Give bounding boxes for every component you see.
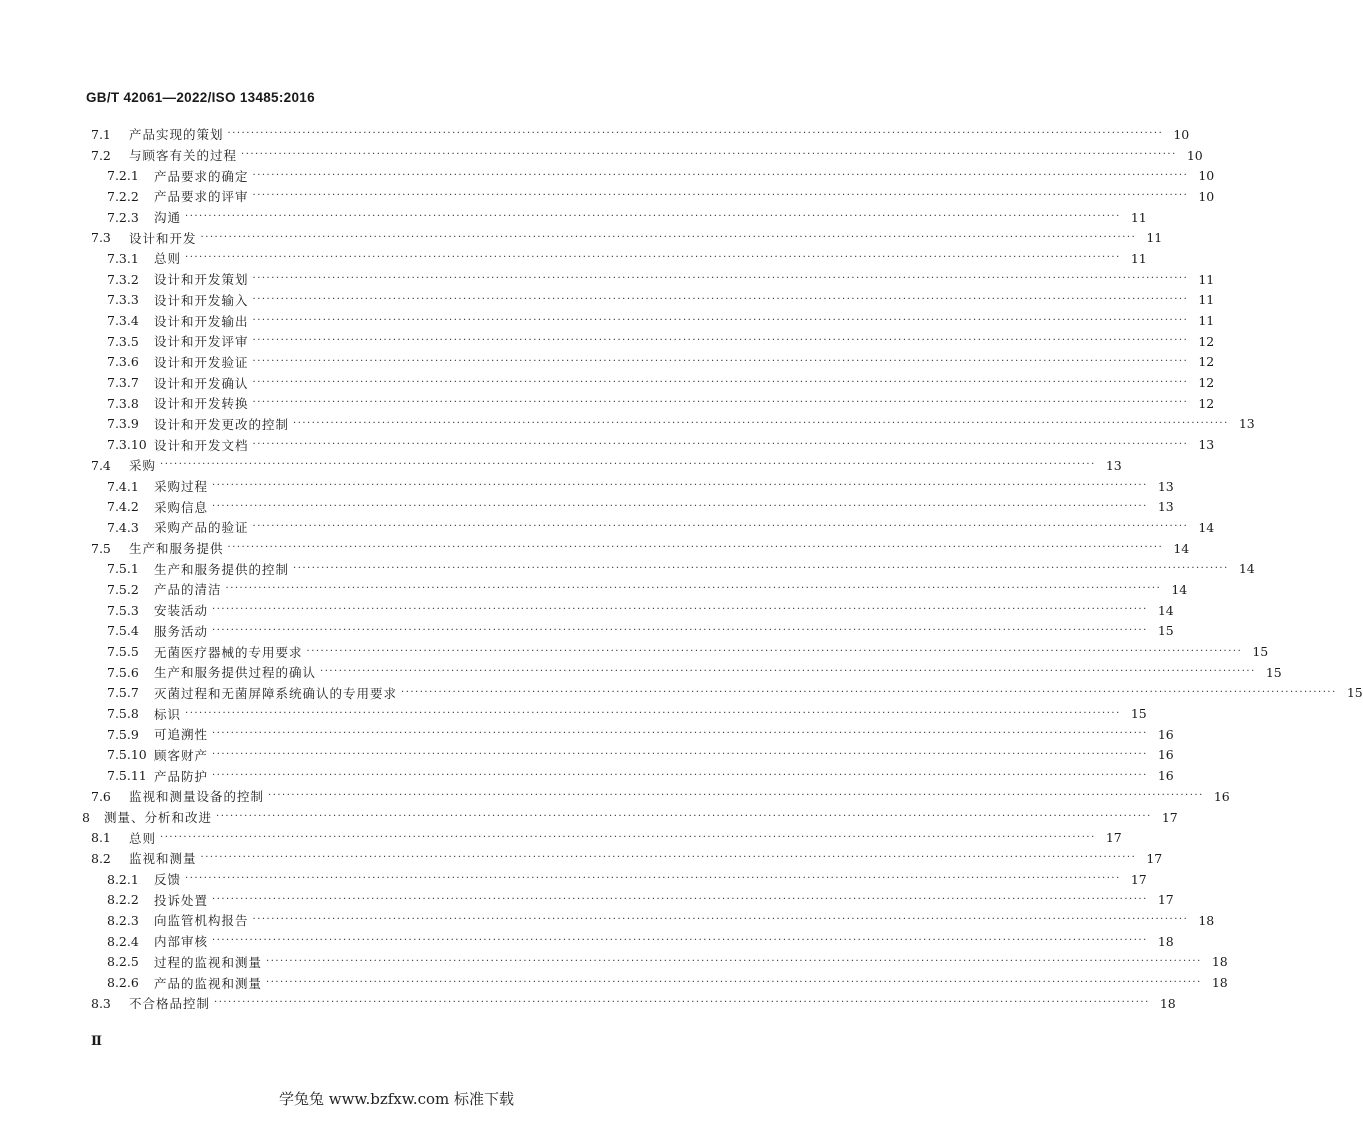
toc-entry[interactable] xyxy=(0,683,1363,704)
toc-dot-leader: ········································································································································································································ xyxy=(252,190,1189,202)
toc-dot-leader: ········································································································································································································ xyxy=(212,480,1148,492)
toc-dot-leader: ········································································································································································································ xyxy=(401,686,1337,698)
toc-entry-number: 7.4.1 xyxy=(107,478,139,494)
toc-entry-title: 安装活动 xyxy=(154,603,209,619)
toc-dot-leader: ········································································································································································································ xyxy=(214,997,1150,1009)
toc-entry[interactable] xyxy=(0,186,1215,207)
toc-entry-page: 16 xyxy=(1157,726,1174,742)
toc-dot-leader: ········································································································································································································ xyxy=(293,562,1229,574)
toc-entry-number: 8.2 xyxy=(91,850,111,866)
toc-entry-title: 服务活动 xyxy=(154,623,209,639)
toc-entry-page: 16 xyxy=(1157,747,1174,763)
toc-entry-page: 17 xyxy=(1157,892,1174,908)
toc-entry[interactable] xyxy=(0,889,1174,910)
toc-entry[interactable] xyxy=(0,724,1174,745)
toc-entry-number: 7.5.5 xyxy=(107,644,139,660)
toc-entry-page: 10 xyxy=(1173,126,1190,142)
toc-dot-leader: ········································································································································································································ xyxy=(212,604,1148,616)
toc-dot-leader: ········································································································································································································ xyxy=(200,852,1137,864)
toc-entry-title: 采购 xyxy=(129,458,157,474)
toc-entry-page: 14 xyxy=(1171,581,1188,597)
toc-entry[interactable] xyxy=(0,558,1255,579)
toc-entry-title: 产品要求的确定 xyxy=(154,168,249,184)
toc-entry[interactable] xyxy=(0,600,1174,621)
toc-entry[interactable] xyxy=(0,393,1215,414)
toc-dot-leader: ········································································································································································································ xyxy=(252,376,1189,388)
toc-entry[interactable] xyxy=(0,869,1147,890)
toc-entry-title: 采购产品的验证 xyxy=(154,520,249,536)
toc-entry-number: 7.5.9 xyxy=(107,726,139,742)
toc-entry-title: 设计和开发文档 xyxy=(154,437,249,453)
toc-dot-leader: ········································································································································································································ xyxy=(252,521,1189,533)
toc-entry-title: 设计和开发评审 xyxy=(154,334,249,350)
toc-dot-leader: ········································································································································································································ xyxy=(160,831,1096,843)
toc-entry-page: 14 xyxy=(1173,540,1190,556)
toc-entry-page: 11 xyxy=(1130,250,1147,266)
toc-entry[interactable] xyxy=(0,807,1178,828)
toc-entry-title: 设计和开发验证 xyxy=(154,354,249,370)
toc-entry-page: 11 xyxy=(1198,292,1215,308)
toc-entry-number: 7.2 xyxy=(91,147,111,163)
toc-entry-title: 产品的清洁 xyxy=(154,582,222,598)
toc-entry-title: 监视和测量设备的控制 xyxy=(129,789,265,805)
toc-entry-page: 12 xyxy=(1198,375,1215,391)
toc-entry-number: 7.5.7 xyxy=(107,685,139,701)
toc-entry-title: 与顾客有关的过程 xyxy=(129,148,238,164)
toc-entry-page: 13 xyxy=(1105,457,1122,473)
toc-entry[interactable] xyxy=(0,972,1228,993)
toc-entry-title: 不合格品控制 xyxy=(129,996,211,1012)
toc-entry-title: 总则 xyxy=(154,251,182,267)
toc-entry-page: 13 xyxy=(1157,499,1174,515)
toc-entry-title: 灭菌过程和无菌屏障系统确认的专用要求 xyxy=(154,685,398,701)
toc-entry[interactable] xyxy=(0,269,1215,290)
toc-entry[interactable] xyxy=(0,662,1282,683)
toc-entry[interactable] xyxy=(0,145,1203,166)
toc-entry-page: 17 xyxy=(1161,809,1178,825)
toc-dot-leader: ········································································································································································································ xyxy=(252,914,1189,926)
toc-dot-leader: ········································································································································································································ xyxy=(252,169,1189,181)
toc-entry-number: 8.3 xyxy=(91,995,111,1011)
toc-entry-number: 7.5 xyxy=(91,540,111,556)
toc-entry-title: 反馈 xyxy=(154,872,182,888)
toc-entry-title: 产品的监视和测量 xyxy=(154,975,263,991)
toc-entry-page: 18 xyxy=(1157,933,1174,949)
toc-entry[interactable] xyxy=(0,703,1147,724)
toc-dot-leader: ········································································································································································································ xyxy=(241,149,1177,161)
toc-entry-number: 7.4 xyxy=(91,457,111,473)
toc-entry-number: 7.3.4 xyxy=(107,313,139,329)
toc-entry[interactable] xyxy=(0,952,1228,973)
toc-dot-leader: ········································································································································································································ xyxy=(252,355,1189,367)
toc-entry[interactable] xyxy=(0,931,1174,952)
standard-code-header: GB/T 42061—2022/ISO 13485:2016 xyxy=(86,90,315,105)
toc-entry-title: 产品实现的策划 xyxy=(129,127,224,143)
toc-entry-page: 12 xyxy=(1198,333,1215,349)
toc-dot-leader: ········································································································································································································ xyxy=(306,645,1243,657)
toc-entry-number: 7.3.1 xyxy=(107,250,139,266)
toc-entry-title: 内部审核 xyxy=(154,934,209,950)
toc-entry-number: 7.2.1 xyxy=(107,168,139,184)
toc-entry[interactable] xyxy=(0,993,1176,1014)
toc-entry[interactable] xyxy=(0,496,1174,517)
toc-entry-title: 设计和开发策划 xyxy=(154,272,249,288)
toc-entry-number: 8.2.1 xyxy=(107,871,139,887)
toc-entry-title: 顾客财产 xyxy=(154,747,209,763)
toc-dot-leader: ········································································································································································································ xyxy=(185,707,1121,719)
toc-dot-leader: ········································································································································································································ xyxy=(268,790,1204,802)
toc-entry-title: 设计和开发更改的控制 xyxy=(154,416,290,432)
toc-entry[interactable] xyxy=(0,372,1215,393)
toc-entry-title: 设计和开发输出 xyxy=(154,313,249,329)
toc-entry[interactable] xyxy=(0,641,1269,662)
toc-entry[interactable] xyxy=(0,538,1190,559)
toc-entry-page: 18 xyxy=(1211,954,1228,970)
table-of-contents xyxy=(0,124,1363,1014)
toc-dot-leader: ········································································································································································································ xyxy=(320,666,1256,678)
toc-entry-number: 8.2.5 xyxy=(107,954,139,970)
toc-dot-leader: ········································································································································································································ xyxy=(252,314,1189,326)
toc-entry-title: 设计和开发转换 xyxy=(154,396,249,412)
toc-dot-leader: ········································································································································································································ xyxy=(252,273,1189,285)
toc-dot-leader: ········································································································································································································ xyxy=(216,811,1152,823)
toc-entry-number: 7.5.4 xyxy=(107,623,139,639)
toc-entry-title: 生产和服务提供 xyxy=(129,541,224,557)
toc-entry-title: 向监管机构报告 xyxy=(154,913,249,929)
toc-entry-page: 14 xyxy=(1157,602,1174,618)
toc-entry-number: 7.3.3 xyxy=(107,292,139,308)
toc-entry[interactable] xyxy=(0,227,1163,248)
toc-entry[interactable] xyxy=(0,434,1215,455)
toc-entry-page: 12 xyxy=(1198,395,1215,411)
toc-entry[interactable] xyxy=(0,310,1215,331)
toc-entry-title: 监视和测量 xyxy=(129,851,197,867)
toc-dot-leader: ········································································································································································································ xyxy=(252,438,1189,450)
toc-entry-title: 沟通 xyxy=(154,210,182,226)
toc-entry-number: 7.5.3 xyxy=(107,602,139,618)
toc-entry-number: 7.4.2 xyxy=(107,499,139,515)
toc-dot-leader: ········································································································································································································ xyxy=(293,417,1229,429)
toc-entry-number: 7.2.2 xyxy=(107,188,139,204)
toc-entry[interactable] xyxy=(0,414,1255,435)
toc-entry-title: 投诉处置 xyxy=(154,892,209,908)
toc-entry-page: 12 xyxy=(1198,354,1215,370)
toc-entry-number: 8.1 xyxy=(91,830,111,846)
toc-entry-number: 7.5.8 xyxy=(107,706,139,722)
toc-dot-leader: ········································································································································································································ xyxy=(266,955,1202,967)
toc-entry-number: 7.3.5 xyxy=(107,333,139,349)
toc-entry-title: 生产和服务提供过程的确认 xyxy=(154,665,317,681)
toc-entry-title: 可追溯性 xyxy=(154,727,209,743)
toc-entry-page: 16 xyxy=(1213,788,1230,804)
toc-entry-number: 7.5.11 xyxy=(107,768,147,784)
toc-dot-leader: ········································································································································································································ xyxy=(212,728,1148,740)
toc-entry-number: 7.3.9 xyxy=(107,416,139,432)
toc-entry-number: 7.1 xyxy=(91,126,111,142)
toc-entry-title: 采购信息 xyxy=(154,499,209,515)
toc-entry-number: 8.2.3 xyxy=(107,912,139,928)
toc-entry[interactable] xyxy=(0,745,1174,766)
toc-dot-leader: ········································································································································································································ xyxy=(227,542,1164,554)
toc-entry-number: 8 xyxy=(82,809,90,825)
toc-entry[interactable] xyxy=(0,848,1163,869)
toc-entry-number: 7.3 xyxy=(91,230,111,246)
toc-entry-page: 13 xyxy=(1198,437,1215,453)
toc-entry-title: 总则 xyxy=(129,830,157,846)
toc-dot-leader: ········································································································································································································ xyxy=(185,211,1121,223)
toc-entry-title: 产品要求的评审 xyxy=(154,189,249,205)
toc-dot-leader: ········································································································································································································ xyxy=(212,893,1148,905)
toc-entry-number: 8.2.4 xyxy=(107,933,139,949)
toc-entry[interactable] xyxy=(0,786,1230,807)
toc-dot-leader: ········································································································································································································ xyxy=(160,459,1096,471)
toc-dot-leader: ········································································································································································································ xyxy=(185,252,1121,264)
toc-entry-page: 14 xyxy=(1238,561,1255,577)
toc-entry[interactable] xyxy=(0,124,1190,145)
toc-entry-title: 生产和服务提供的控制 xyxy=(154,561,290,577)
toc-entry-number: 7.3.2 xyxy=(107,271,139,287)
toc-dot-leader: ········································································································································································································ xyxy=(212,935,1148,947)
toc-entry[interactable] xyxy=(0,579,1188,600)
toc-dot-leader: ········································································································································································································ xyxy=(227,128,1164,140)
toc-entry-number: 7.5.1 xyxy=(107,561,139,577)
toc-dot-leader: ········································································································································································································ xyxy=(212,748,1148,760)
watermark-text: 学兔兔 www.bzfxw.com 标准下载 xyxy=(278,1090,515,1108)
toc-entry-number: 7.3.8 xyxy=(107,395,139,411)
toc-entry-title: 无菌医疗器械的专用要求 xyxy=(154,644,303,660)
toc-dot-leader: ········································································································································································································ xyxy=(225,583,1162,595)
toc-entry-number: 7.5.2 xyxy=(107,581,139,597)
toc-entry-page: 17 xyxy=(1146,850,1163,866)
toc-entry-number: 7.2.3 xyxy=(107,209,139,225)
toc-entry-page: 11 xyxy=(1198,271,1215,287)
toc-entry-number: 7.5.6 xyxy=(107,664,139,680)
toc-dot-leader: ········································································································································································································ xyxy=(212,500,1148,512)
toc-entry-page: 18 xyxy=(1211,975,1228,991)
toc-entry[interactable] xyxy=(0,290,1215,311)
toc-entry-number: 8.2.6 xyxy=(107,975,139,991)
toc-entry-title: 采购过程 xyxy=(154,479,209,495)
toc-dot-leader: ········································································································································································································ xyxy=(212,769,1148,781)
toc-dot-leader: ········································································································································································································ xyxy=(266,976,1202,988)
toc-entry-page: 18 xyxy=(1198,912,1215,928)
toc-entry[interactable] xyxy=(0,827,1122,848)
toc-entry-page: 14 xyxy=(1198,519,1215,535)
toc-entry-page: 10 xyxy=(1198,168,1215,184)
toc-entry-number: 7.6 xyxy=(91,788,111,804)
toc-entry-page: 15 xyxy=(1252,644,1269,660)
toc-entry-page: 18 xyxy=(1159,995,1176,1011)
toc-entry-page: 17 xyxy=(1105,830,1122,846)
toc-entry-title: 产品防护 xyxy=(154,768,209,784)
toc-entry-page: 11 xyxy=(1130,209,1147,225)
toc-entry-page: 16 xyxy=(1157,768,1174,784)
toc-entry-title: 设计和开发 xyxy=(129,230,197,246)
toc-entry[interactable] xyxy=(0,765,1174,786)
toc-dot-leader: ········································································································································································································ xyxy=(252,397,1189,409)
toc-entry-number: 7.3.7 xyxy=(107,375,139,391)
toc-dot-leader: ········································································································································································································ xyxy=(252,335,1189,347)
toc-entry-title: 设计和开发确认 xyxy=(154,375,249,391)
toc-entry[interactable] xyxy=(0,455,1122,476)
toc-entry-page: 11 xyxy=(1146,230,1163,246)
toc-entry-number: 7.5.10 xyxy=(107,747,147,763)
toc-entry[interactable] xyxy=(0,248,1147,269)
toc-entry-page: 10 xyxy=(1198,188,1215,204)
toc-entry-page: 17 xyxy=(1130,871,1147,887)
toc-entry-page: 13 xyxy=(1157,478,1174,494)
toc-entry-number: 7.4.3 xyxy=(107,519,139,535)
toc-entry-page: 10 xyxy=(1186,147,1203,163)
toc-entry-page: 15 xyxy=(1265,664,1282,680)
toc-entry[interactable] xyxy=(0,207,1147,228)
toc-entry[interactable] xyxy=(0,165,1215,186)
toc-dot-leader: ········································································································································································································ xyxy=(200,231,1137,243)
toc-entry[interactable] xyxy=(0,621,1174,642)
toc-entry-title: 过程的监视和测量 xyxy=(154,954,263,970)
toc-entry-title: 设计和开发输入 xyxy=(154,292,249,308)
toc-entry-title: 标识 xyxy=(154,706,182,722)
toc-dot-leader: ········································································································································································································ xyxy=(185,873,1121,885)
toc-entry-page: 15 xyxy=(1157,623,1174,639)
toc-entry-number: 7.3.6 xyxy=(107,354,139,370)
page-number: Ⅱ xyxy=(91,1034,102,1049)
toc-entry[interactable] xyxy=(0,910,1215,931)
toc-entry-page: 11 xyxy=(1198,313,1215,329)
toc-entry-page: 15 xyxy=(1346,685,1363,701)
toc-entry-number: 8.2.2 xyxy=(107,892,139,908)
toc-entry-page: 13 xyxy=(1238,416,1255,432)
toc-entry-number: 7.3.10 xyxy=(107,437,147,453)
toc-entry[interactable] xyxy=(0,352,1215,373)
toc-dot-leader: ········································································································································································································ xyxy=(212,624,1148,636)
toc-entry-page: 15 xyxy=(1130,706,1147,722)
toc-entry[interactable] xyxy=(0,517,1215,538)
toc-dot-leader: ········································································································································································································ xyxy=(252,293,1189,305)
toc-entry[interactable] xyxy=(0,476,1174,497)
toc-entry[interactable] xyxy=(0,331,1215,352)
toc-entry-title: 测量、分析和改进 xyxy=(104,810,213,826)
